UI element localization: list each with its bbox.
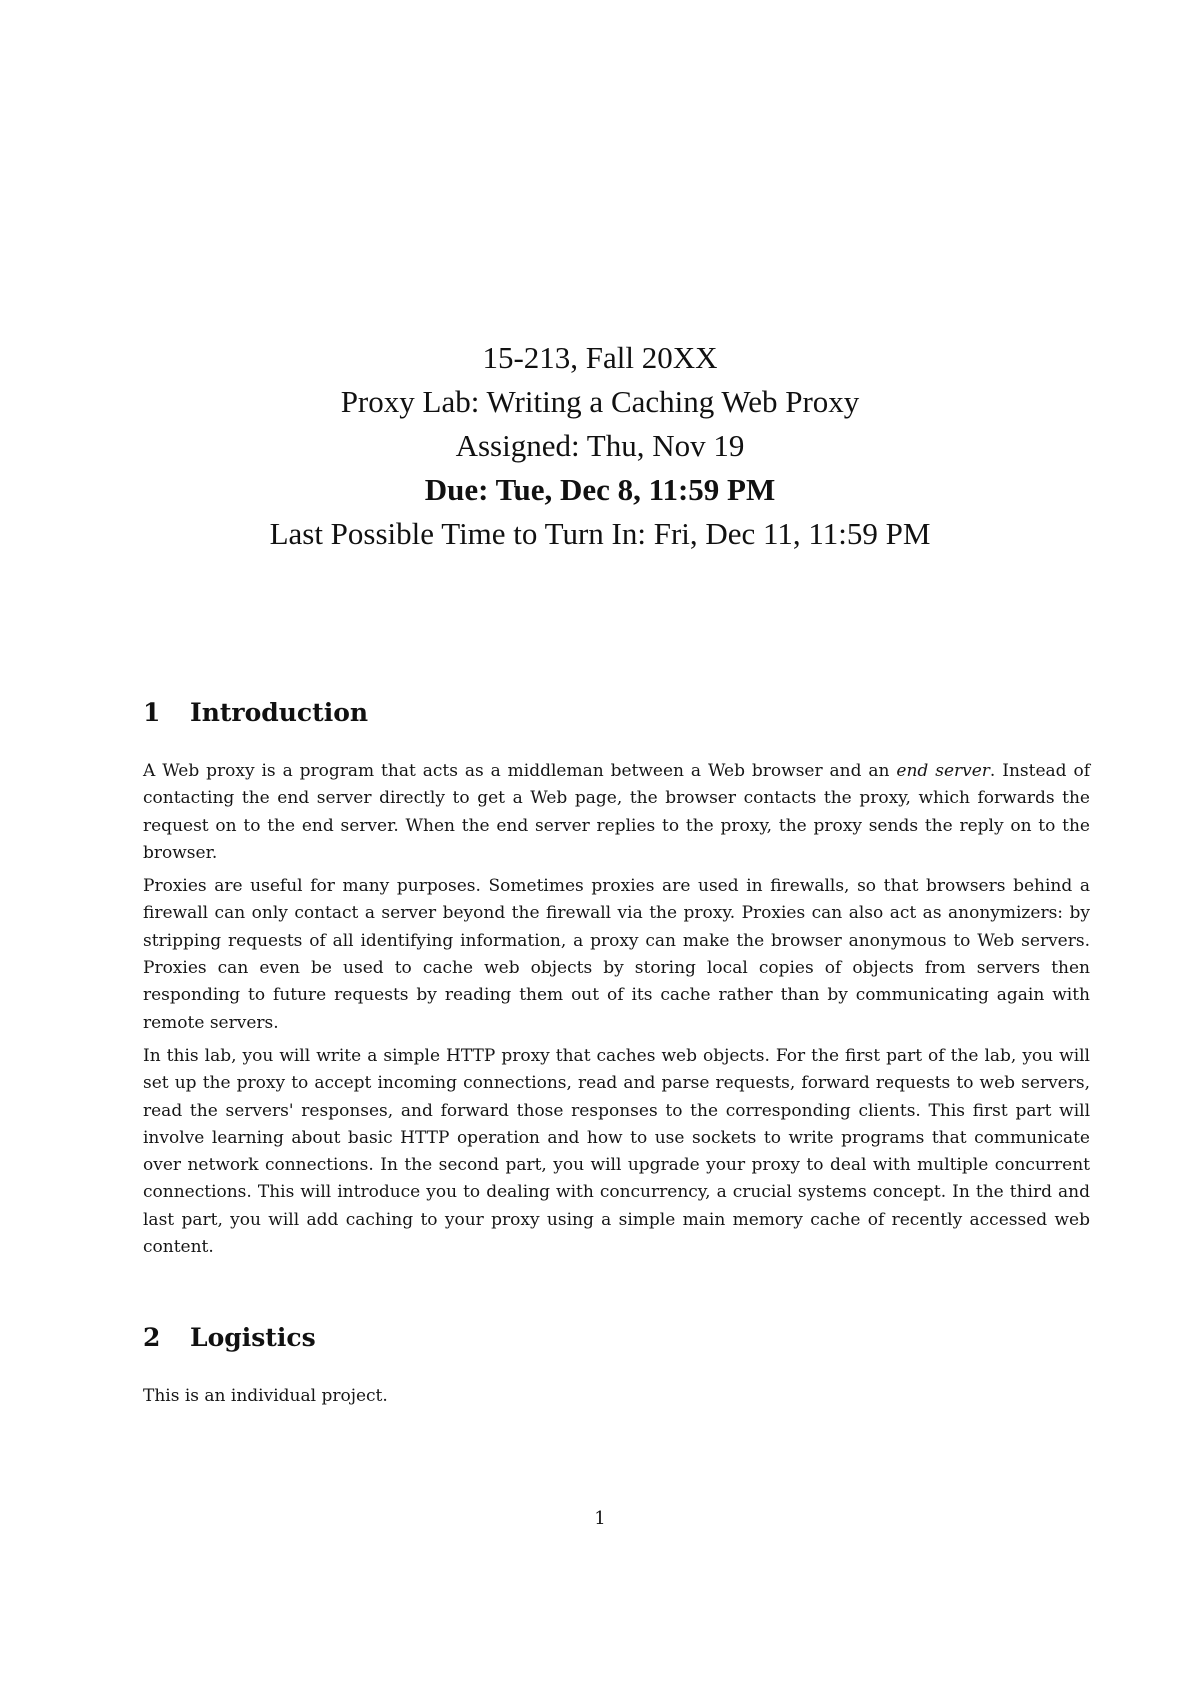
- paragraph: This is an individual project.: [143, 1386, 388, 1406]
- emphasis-text: end server: [896, 761, 990, 781]
- paragraph: Proxies are useful for many purposes. Sometimes proxies are used in firewalls, so that browsers behind a firewall can only contact a server beyond the firewall via the proxy. Proxies can also act as anonymizers: by stripping requests of all identifying information, a proxy can make the browser anonymous to Web servers. Proxies can even be used to cache web objects by storing local copies of objects from servers then responding to future requests by reading them out of its cache rather than by communicating again with remote servers.: [143, 876, 1090, 1033]
- last-possible-date: Last Possible Time to Turn In: Fri, Dec 11, 11:59 PM: [269, 516, 931, 551]
- section-logistics: [143, 1323, 1090, 1416]
- section-title: Logistics: [190, 1323, 316, 1352]
- section-heading: [143, 1323, 1090, 1353]
- section-number: 2: [143, 1323, 161, 1352]
- paragraph: In this lab, you will write a simple HTTP proxy that caches web objects. For the first part of the lab, you will set up the proxy to accept incoming connections, read and parse requests, forward requests to web servers, read the servers' responses, and forward those responses to the corresponding clients. This first part will involve learning about basic HTTP operation and how to use sockets to write programs that communicate over network connections. In the second part, you will upgrade your proxy to deal with multiple concurrent connections. This will introduce you to dealing with concurrency, a crucial systems concept. In the third and last part, you will add caching to your proxy using a simple main memory cache of recently accessed web content.: [143, 1045, 1090, 1258]
- section-introduction: [143, 698, 1090, 1267]
- course-title: 15-213, Fall 20XX: [482, 340, 718, 375]
- title-block: [0, 336, 1200, 556]
- page-number: 1: [594, 1508, 606, 1529]
- lab-title: Proxy Lab: Writing a Caching Web Proxy: [340, 384, 860, 419]
- section-number: 1: [143, 698, 161, 727]
- due-date: Due: Tue, Dec 8, 11:59 PM: [424, 472, 776, 507]
- paragraph: A Web proxy is a program that acts as a middleman between a Web browser and an end server. Instead of contacting the end server directly to get a Web page, the browser contacts the proxy, which forwards the request on to the end server. When the end server replies to the proxy, the proxy sends the reply on to the browser.: [143, 761, 1090, 863]
- section-title: Introduction: [190, 698, 369, 727]
- assigned-date: Assigned: Thu, Nov 19: [455, 428, 745, 463]
- section-heading: [143, 698, 1090, 728]
